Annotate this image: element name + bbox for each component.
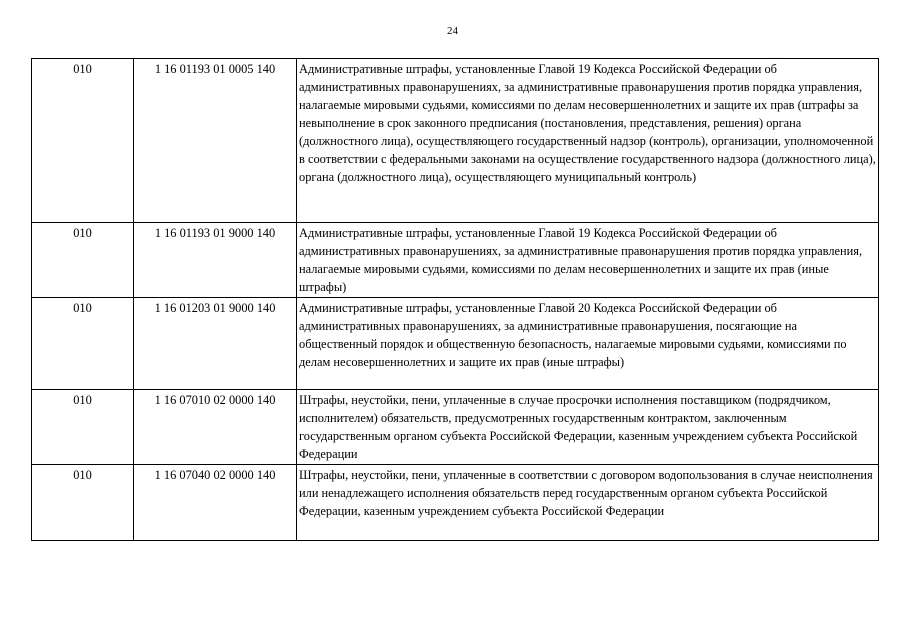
table-row <box>32 223 879 298</box>
table-row <box>32 59 879 223</box>
admin-code-cell: 010 <box>32 298 134 390</box>
revenue-description-cell: Штрафы, неустойки, пени, уплаченные в соответствии с договором водопользования в случае неисполнения или ненадлежащего исполнения обязательств перед государственным органом субъекта Российской Федерации, казенным учреждением субъекта Российской Федерации <box>297 465 879 541</box>
table-row <box>32 390 879 465</box>
budget-classification-code-cell: 1 16 07010 02 0000 140 <box>134 390 297 465</box>
budget-classification-code-cell: 1 16 01203 01 9000 140 <box>134 298 297 390</box>
admin-code-cell: 010 <box>32 59 134 223</box>
admin-code-cell: 010 <box>32 465 134 541</box>
revenue-description-cell: Штрафы, неустойки, пени, уплаченные в случае просрочки исполнения поставщиком (подрядчиком, исполнителем) обязательств, предусмотренных государственным контрактом, заключенным государственным органом субъекта Российской Федерации, казенным учреждением субъекта Российской Федерации <box>297 390 879 465</box>
table-row <box>32 465 879 541</box>
table-row <box>32 298 879 390</box>
budget-classification-code-cell: 1 16 01193 01 9000 140 <box>134 223 297 298</box>
revenue-description-cell: Административные штрафы, установленные Главой 20 Кодекса Российской Федерации об административных правонарушениях, за административные правонарушения, посягающие на общественный порядок и общественную безопасность, налагаемые мировыми судьями, комиссиями по делам несовершеннолетних и защите их прав (иные штрафы) <box>297 298 879 390</box>
budget-codes-table <box>31 58 879 541</box>
revenue-description-cell: Административные штрафы, установленные Главой 19 Кодекса Российской Федерации об административных правонарушениях, за административные правонарушения против порядка управления, налагаемые мировыми судьями, комиссиями по делам несовершеннолетних и защите их прав (иные штрафы) <box>297 223 879 298</box>
revenue-description-cell: Административные штрафы, установленные Главой 19 Кодекса Российской Федерации об административных правонарушениях, за административные правонарушения против порядка управления, налагаемые мировыми судьями, комиссиями по делам несовершеннолетних и защите их прав (штрафы за невыполнение в срок законного предписания (постановления, представления, решения) органа (должностного лица), осуществляющего государственный надзор (контроль), организации, уполномоченной в соответствии с федеральными законами на осуществление государственного надзора (должностного лица), органа (должностного лица), осуществляющего муниципальный контроль) <box>297 59 879 223</box>
budget-classification-code-cell: 1 16 01193 01 0005 140 <box>134 59 297 223</box>
admin-code-cell: 010 <box>32 223 134 298</box>
page-number: 24 <box>447 25 458 37</box>
budget-classification-code-cell: 1 16 07040 02 0000 140 <box>134 465 297 541</box>
admin-code-cell: 010 <box>32 390 134 465</box>
